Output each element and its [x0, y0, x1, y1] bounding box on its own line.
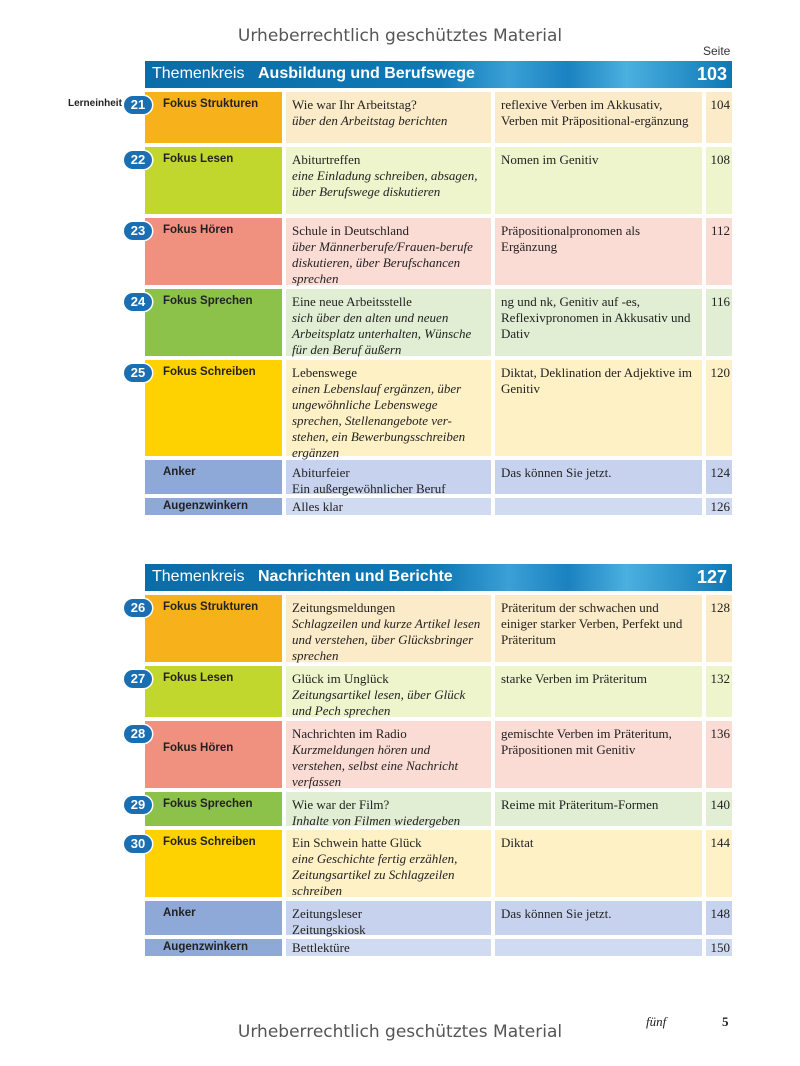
topic-title: Wie war Ihr Arbeitstag?: [292, 97, 417, 112]
topic-description: sich über den alten und neuen Arbeitsplatz unterhalten, Wünsche für den Beruf äußern: [292, 310, 472, 357]
lerneinheit-label: Lerneinheit: [68, 98, 122, 109]
table-row: [145, 460, 732, 494]
topic-title: Abiturtreffen: [292, 152, 361, 167]
table-row: [145, 218, 732, 285]
topic-title: Schule in Deutschland: [292, 223, 409, 238]
topic-description: Kurzmeldungen hören und verstehen, selbst eine Nachricht verfassen: [292, 742, 459, 789]
footer-page-word: fünf: [646, 1014, 667, 1029]
fokus-cell: Fokus Schreiben: [145, 830, 282, 897]
lesson-number-badge: 21: [124, 96, 152, 114]
lesson-number-badge: 25: [124, 364, 152, 382]
section-page: 127: [696, 567, 727, 587]
lesson-number-badge: 28: [124, 725, 152, 743]
topic-title: Ein Schwein hatte Glück: [292, 835, 422, 850]
table-row: [145, 830, 732, 897]
table-row: [145, 792, 732, 826]
grammar-cell: [495, 498, 702, 515]
grammar-cell: Präpositionalpronomen als Ergänzung: [495, 218, 702, 285]
page-cell: 120: [706, 360, 732, 456]
table-row: [145, 289, 732, 356]
fokus-cell: Fokus Lesen: [145, 666, 282, 717]
page-cell: 108: [706, 147, 732, 214]
lesson-number-badge: 26: [124, 599, 152, 617]
topic-cell: [286, 460, 491, 494]
lesson-number-badge: 29: [124, 796, 152, 814]
grammar-cell: Diktat: [495, 830, 702, 897]
themenkreis-label: Themenkreis: [152, 65, 245, 82]
fokus-cell: Augenzwinkern: [145, 939, 282, 956]
topic-cell: [286, 901, 491, 935]
topic-title-2: Zeitungskiosk: [292, 922, 366, 937]
grammar-cell: Das können Sie jetzt.: [495, 460, 702, 494]
lesson-number-badge: 23: [124, 222, 152, 240]
topic-cell: [286, 218, 491, 285]
fokus-cell: Fokus Lesen: [145, 147, 282, 214]
fokus-cell: Fokus Strukturen: [145, 92, 282, 143]
topic-cell: [286, 360, 491, 460]
grammar-cell: starke Verben im Präteritum: [495, 666, 702, 717]
themenkreis-section-2: [145, 564, 732, 960]
lesson-number-badge: 22: [124, 151, 152, 169]
topic-cell: [286, 721, 491, 788]
topic-title: Wie war der Film?: [292, 797, 390, 812]
fokus-cell: Fokus Strukturen: [145, 595, 282, 662]
topic-title: Zeitungsleser: [292, 906, 363, 921]
table-row: [145, 498, 732, 515]
fokus-cell: Fokus Sprechen: [145, 289, 282, 356]
topic-title: Nachrichten im Radio: [292, 726, 407, 741]
table-row: [145, 721, 732, 788]
topic-title: Lebenswege: [292, 365, 357, 380]
fokus-cell: Fokus Hören: [145, 218, 282, 285]
footer-page-number: 5: [722, 1014, 729, 1029]
section-header: [145, 564, 732, 595]
topic-title: Zeitungsmeldungen: [292, 600, 396, 615]
topic-title: Eine neue Arbeitsstelle: [292, 294, 412, 309]
topic-cell: [286, 289, 491, 356]
topic-cell: Alles klar: [286, 498, 491, 515]
watermark-bottom: Urheberrechtlich geschütztes Material: [237, 1022, 563, 1042]
themenkreis-section-1: [145, 61, 732, 519]
page-cell: 150: [706, 939, 732, 956]
grammar-cell: Nomen im Genitiv: [495, 147, 702, 214]
topic-cell: [286, 595, 491, 662]
topic-cell: [286, 792, 491, 826]
page-cell: 140: [706, 792, 732, 826]
lesson-number-badge: 24: [124, 293, 152, 311]
page-cell: 104: [706, 92, 732, 143]
fokus-cell: Anker: [145, 460, 282, 494]
topic-description: Schlagzeilen und kurze Artikel lesen und verstehen, über Glücksbringer sprechen: [292, 616, 481, 663]
page-cell: 148: [706, 901, 732, 935]
lesson-number-badge: 27: [124, 670, 152, 688]
fokus-cell: Augenzwinkern: [145, 498, 282, 515]
grammar-cell: Diktat, Deklination der Adjektive im Genitiv: [495, 360, 702, 456]
grammar-cell: [495, 939, 702, 956]
grammar-cell: Präteritum der schwachen und einiger starker Verben, Perfekt und Präteritum: [495, 595, 702, 662]
page-cell: 136: [706, 721, 732, 788]
themenkreis-label: Themenkreis: [152, 568, 245, 585]
section-header: [145, 61, 732, 92]
fokus-cell: Anker: [145, 901, 282, 935]
section-title: Nachrichten und Berichte: [258, 568, 453, 585]
table-row: [145, 147, 732, 214]
topic-title: Abiturfeier: [292, 465, 350, 480]
grammar-cell: Reime mit Präteritum-Formen: [495, 792, 702, 826]
section-title: Ausbildung und Berufswege: [258, 65, 475, 82]
topic-cell: [286, 666, 491, 717]
topic-description: einen Lebenslauf ergänzen, über ungewöhnliche Lebenswege sprechen, Stellenangebote ver-stehen, ein Bewerbungsschreiben ergänzen: [292, 381, 466, 460]
topic-title: Glück im Unglück: [292, 671, 389, 686]
fokus-cell: Fokus Schreiben: [145, 360, 282, 456]
table-row: [145, 92, 732, 143]
topic-cell: [286, 147, 491, 214]
grammar-cell: Das können Sie jetzt.: [495, 901, 702, 935]
page-cell: 124: [706, 460, 732, 494]
table-row: [145, 666, 732, 717]
fokus-cell: Fokus Hören: [145, 721, 282, 788]
table-row: [145, 939, 732, 956]
seite-label: Seite: [703, 44, 731, 58]
table-row: [145, 360, 732, 460]
page-cell: 126: [706, 498, 732, 515]
grammar-cell: gemischte Verben im Präteritum, Präpositionen mit Genitiv: [495, 721, 702, 788]
topic-cell: [286, 92, 491, 143]
section-page: 103: [696, 64, 727, 84]
lesson-number-badge: 30: [124, 835, 152, 853]
topic-description: über den Arbeitstag berichten: [292, 113, 448, 128]
topic-cell: Bettlektüre: [286, 939, 491, 956]
topic-description: eine Einladung schreiben, absagen, über Berufswege diskutieren: [292, 168, 478, 199]
topic-title-2: Ein außergewöhnlicher Beruf: [292, 481, 446, 496]
fokus-cell: Fokus Sprechen: [145, 792, 282, 826]
table-row: [145, 595, 732, 662]
watermark-top: Urheberrechtlich geschütztes Material: [237, 26, 563, 46]
page-cell: 132: [706, 666, 732, 717]
page-cell: 144: [706, 830, 732, 897]
page-cell: 128: [706, 595, 732, 662]
topic-cell: [286, 830, 491, 897]
grammar-cell: reflexive Verben im Akkusativ, Verben mit Präpositional-ergänzung: [495, 92, 702, 143]
page-cell: 112: [706, 218, 732, 285]
topic-description: eine Geschichte fertig erzählen, Zeitungsartikel zu Schlagzeilen schreiben: [292, 851, 458, 898]
table-row: [145, 901, 732, 935]
topic-description: über Männerberufe/Frauen-berufe diskutieren, über Berufschancen sprechen: [292, 239, 473, 286]
grammar-cell: ng und nk, Genitiv auf -es, Reflexivpronomen in Akkusativ und Dativ: [495, 289, 702, 356]
page-cell: 116: [706, 289, 732, 356]
topic-description: Zeitungsartikel lesen, über Glück und Pech sprechen: [292, 687, 466, 718]
topic-description: Inhalte von Filmen wiedergeben: [292, 813, 461, 828]
